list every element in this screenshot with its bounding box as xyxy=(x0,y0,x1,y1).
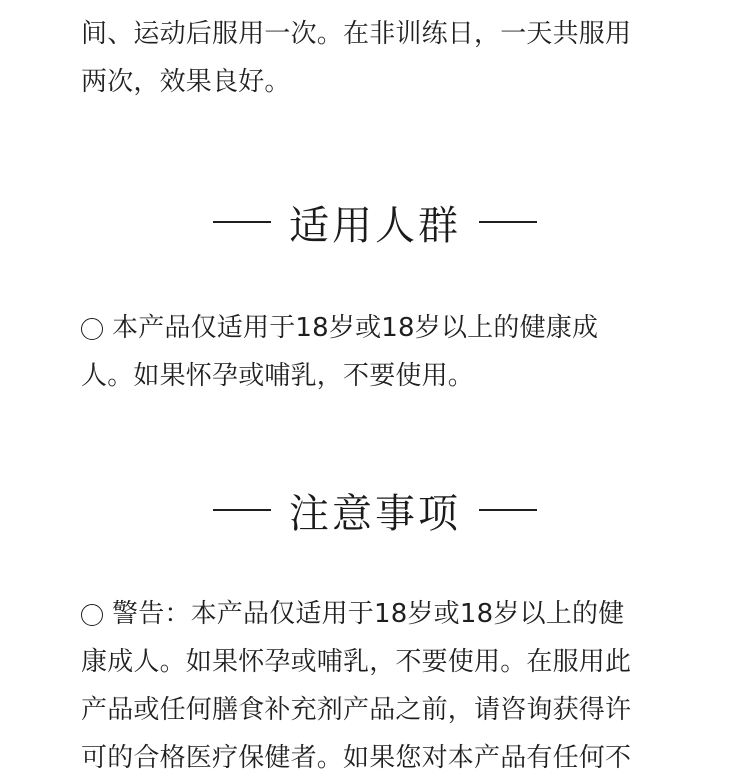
paragraph-line xyxy=(81,590,681,638)
title-rule-left xyxy=(213,221,271,223)
usage-line: 两次，效果良好。 xyxy=(81,67,291,97)
title-rule-right xyxy=(479,509,537,511)
precautions-paragraph xyxy=(81,590,681,782)
usage-line xyxy=(81,0,681,10)
paragraph-text: 警告：本产品仅适用于18岁或18岁以上的健 xyxy=(112,599,625,629)
paragraph-text: 本产品仅适用于18岁或18岁以上的健康成 xyxy=(112,313,599,343)
circle-bullet-icon xyxy=(81,318,103,340)
section-heading: 适用人群 xyxy=(289,202,461,249)
usage-line: 间、运动后服用一次。在非训练日，一天共服用 xyxy=(81,19,632,49)
usage-paragraph xyxy=(81,0,681,106)
section-title-precautions xyxy=(0,480,750,540)
paragraph-line: 产品或任何膳食补充剂产品之前，请咨询获得许 xyxy=(81,695,632,725)
section-heading: 注意事项 xyxy=(289,490,461,537)
section-title-target-users xyxy=(0,192,750,252)
title-rule-left xyxy=(213,509,271,511)
paragraph-line: 可的合格医疗保健者。如果您对本产品有任何不 xyxy=(81,743,632,773)
title-rule-right xyxy=(479,221,537,223)
circle-bullet-icon xyxy=(81,604,103,626)
target-users-paragraph xyxy=(81,304,681,400)
paragraph-line: 康成人。如果怀孕或哺乳，不要使用。在服用此 xyxy=(81,647,632,677)
paragraph-line: 人。如果怀孕或哺乳，不要使用。 xyxy=(81,361,475,391)
paragraph-line xyxy=(81,304,681,352)
